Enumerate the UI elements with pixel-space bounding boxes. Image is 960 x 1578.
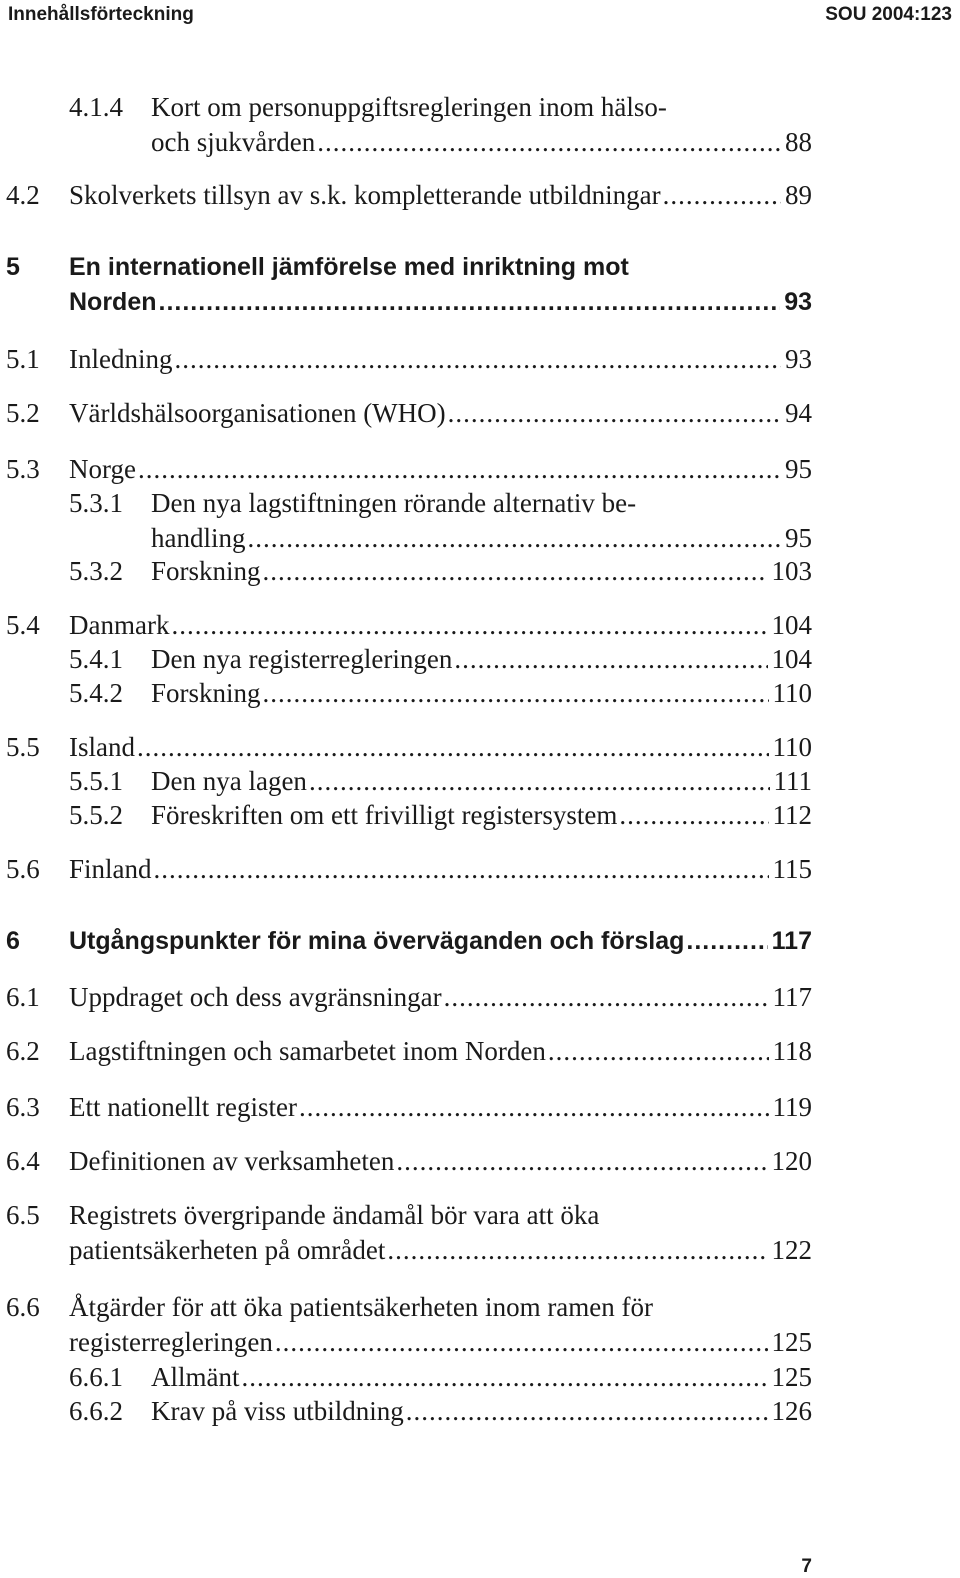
dot-leader <box>242 1360 768 1394</box>
toc-entry-title: Krav på viss utbildning <box>151 1396 404 1426</box>
dot-leader <box>154 852 769 886</box>
toc-entry-number: 5.3.1 <box>69 488 123 518</box>
toc-entry-number: 5.2 <box>6 398 40 428</box>
toc-entry-title: Definitionen av verksamheten <box>69 1146 395 1176</box>
dot-leader <box>548 1034 769 1068</box>
toc-page-number: 126 <box>771 1396 812 1426</box>
toc-page-number: 122 <box>771 1235 812 1265</box>
toc-page-number: 95 <box>785 454 812 484</box>
dot-leader <box>619 798 768 832</box>
toc-entry-title: Den nya lagen <box>151 766 307 796</box>
dot-leader <box>248 521 782 555</box>
dot-leader <box>663 178 781 212</box>
toc-entry-number: 5.3.2 <box>69 556 123 586</box>
toc-entry-title: Den nya lagstiftningen rörande alternativ be- <box>151 488 637 518</box>
toc-entry-title: handling <box>151 523 246 553</box>
toc-page-number: 120 <box>771 1146 812 1176</box>
toc-entry-number: 6.3 <box>6 1092 40 1122</box>
dot-leader <box>174 342 781 376</box>
toc-page-number: 125 <box>771 1362 812 1392</box>
toc-entry-title: Inledning <box>69 344 173 374</box>
toc-entry-number: 5.6 <box>6 854 40 884</box>
toc-entry-number: 5.5.1 <box>69 766 123 796</box>
toc-entry-number: 5.1 <box>6 344 40 374</box>
toc-page-number: 110 <box>772 678 812 708</box>
toc-page-number: 111 <box>773 766 812 796</box>
dot-leader <box>448 396 781 430</box>
toc-page-number: 93 <box>785 344 812 374</box>
toc-entry-number: 6.4 <box>6 1146 40 1176</box>
toc-entry-title: Finland <box>69 854 152 884</box>
toc-entry-title: Island <box>69 732 135 762</box>
toc-page-number: 104 <box>771 644 812 674</box>
dot-leader <box>396 1144 767 1178</box>
toc-entry-title: En internationell jämförelse med inriktning mot <box>69 253 629 281</box>
dot-leader <box>317 125 781 159</box>
toc-entry-title: Forskning <box>151 556 261 586</box>
toc-page-number: 112 <box>772 800 812 830</box>
toc-page-number: 104 <box>771 610 812 640</box>
toc-entry-title: Norge <box>69 454 136 484</box>
toc-page-number: 117 <box>771 927 812 955</box>
dot-leader <box>299 1090 769 1124</box>
toc-entry-title: Forskning <box>151 678 261 708</box>
toc-entry-title: Kort om personuppgiftsregleringen inom hälso- <box>151 92 667 122</box>
toc-entry-number: 5.4.2 <box>69 678 123 708</box>
toc-page-number: 95 <box>785 523 812 553</box>
page-number: 7 <box>801 1556 812 1577</box>
toc-entry-title: registerregleringen <box>69 1327 273 1357</box>
toc-entry-number: 6.6.2 <box>69 1396 123 1426</box>
toc-entry-title: Världshälsoorganisationen (WHO) <box>69 398 446 428</box>
toc-entry-number: 4.2 <box>6 180 40 210</box>
toc-page-number: 94 <box>785 398 812 428</box>
toc-entry-title: och sjukvården <box>151 127 316 157</box>
toc-entry-title: Den nya registerregleringen <box>151 644 453 674</box>
dot-leader <box>171 608 767 642</box>
dot-leader <box>263 554 768 588</box>
dot-leader <box>406 1394 768 1428</box>
toc-entry-title: Lagstiftningen och samarbetet inom Norden <box>69 1036 546 1066</box>
toc-entry-number: 6.2 <box>6 1036 40 1066</box>
dot-leader <box>387 1233 767 1267</box>
dot-leader <box>275 1325 768 1359</box>
dot-leader <box>138 452 781 486</box>
dot-leader <box>444 980 769 1014</box>
toc-page-number: 88 <box>785 127 812 157</box>
dot-leader <box>309 764 770 798</box>
toc-page-number: 118 <box>772 1036 812 1066</box>
toc-entry-title: Allmänt <box>151 1362 240 1392</box>
toc-page-number: 125 <box>771 1327 812 1357</box>
dot-leader <box>263 676 769 710</box>
toc-entry-number: 5 <box>6 253 20 281</box>
toc-entry-number: 6.5 <box>6 1200 40 1230</box>
toc-entry-title: Åtgärder för att öka patientsäkerheten inom ramen för <box>69 1292 654 1322</box>
dot-leader <box>686 924 767 958</box>
toc-page-number: 93 <box>784 288 812 316</box>
toc-page-number: 117 <box>772 982 812 1012</box>
toc-page-number: 110 <box>772 732 812 762</box>
toc-entry-title: Föreskriften om ett frivilligt registersystem <box>151 800 618 830</box>
toc-entry-number: 6 <box>6 927 20 955</box>
toc-entry-number: 5.5.2 <box>69 800 123 830</box>
toc-page-number: 103 <box>771 556 812 586</box>
toc-entry-number: 6.1 <box>6 982 40 1012</box>
toc-page-number: 115 <box>772 854 812 884</box>
toc-entry-number: 4.1.4 <box>69 92 123 122</box>
toc-entry-number: 5.3 <box>6 454 40 484</box>
running-header-title: Innehållsförteckning <box>8 4 194 25</box>
toc-entry-title: Ett nationellt register <box>69 1092 297 1122</box>
toc-entry-number: 5.4.1 <box>69 644 123 674</box>
dot-leader <box>137 730 769 764</box>
running-header-publication: SOU 2004:123 <box>825 4 952 25</box>
toc-entry-number: 6.6 <box>6 1292 40 1322</box>
toc-entry-number: 6.6.1 <box>69 1362 123 1392</box>
toc-entry-title: Utgångspunkter för mina överväganden och förslag <box>69 927 685 955</box>
toc-entry-title: Skolverkets tillsyn av s.k. kompletterande utbildningar <box>69 180 661 210</box>
toc-entry-number: 5.4 <box>6 610 40 640</box>
toc-entry-title: Registrets övergripande ändamål bör vara att öka <box>69 1200 600 1230</box>
toc-entry-title: Uppdraget och dess avgränsningar <box>69 982 442 1012</box>
toc-entry-title: Norden <box>69 288 157 316</box>
toc-entry-title: patientsäkerheten på området <box>69 1235 386 1265</box>
dot-leader <box>454 642 767 676</box>
toc-page-number: 89 <box>785 180 812 210</box>
dot-leader <box>159 285 781 319</box>
toc-entry-number: 5.5 <box>6 732 40 762</box>
toc-entry-title: Danmark <box>69 610 170 640</box>
toc-page-number: 119 <box>772 1092 812 1122</box>
